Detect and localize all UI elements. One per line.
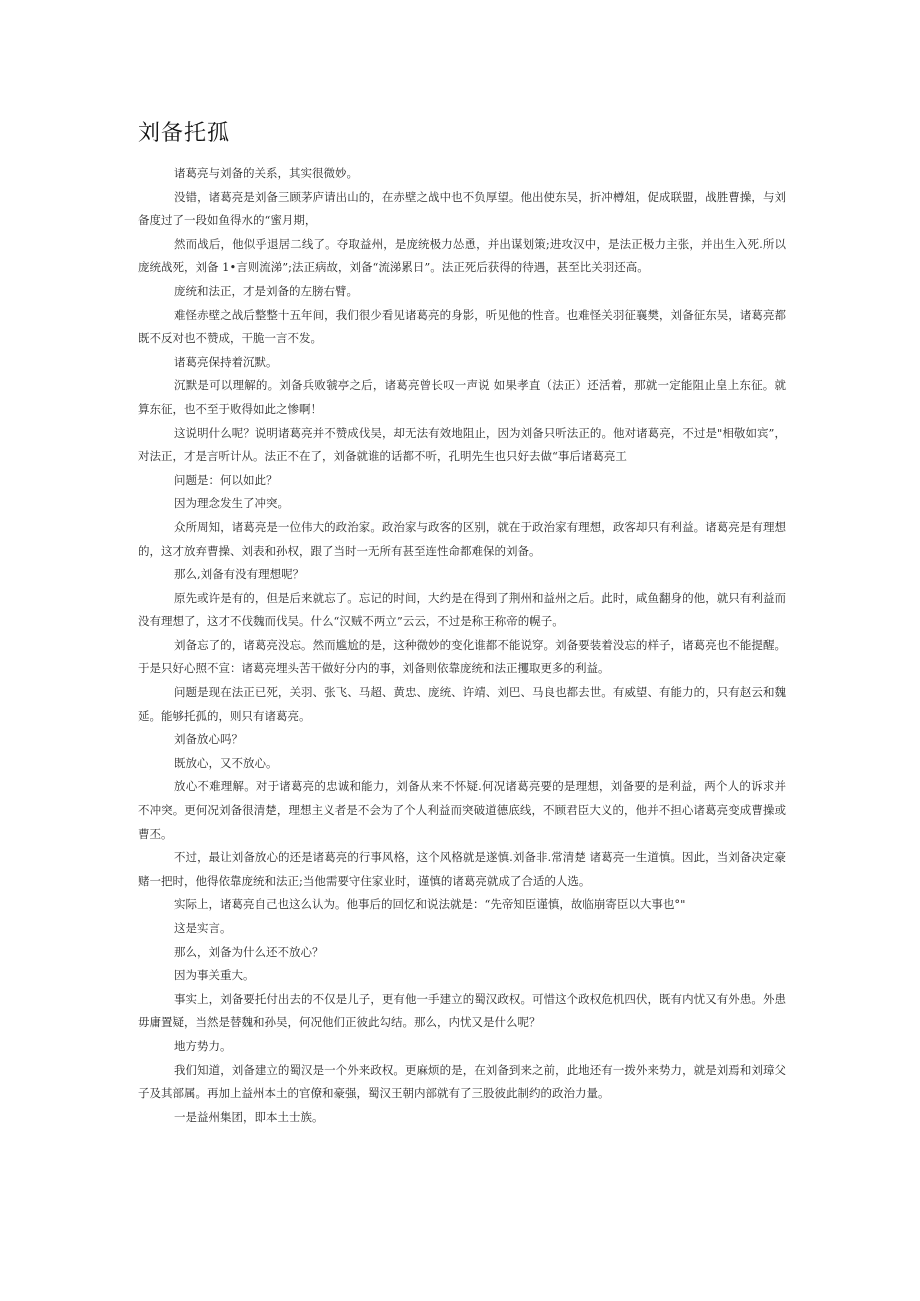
- paragraph: 问题是：何以如此？: [174, 472, 278, 487]
- paragraph: 沉默是可以理解的。刘备兵败虢亭之后，诸葛亮曾长叹一声说 如果孝直（法正）还活着，那就一定能阻止皇上东征。就算东征，也不至于败得如此之惨啊！: [138, 378, 786, 416]
- paragraph: 那么，刘备为什么还不放心？: [174, 944, 324, 959]
- paragraph: 这是实言。: [174, 921, 232, 935]
- paragraph: 我们知道，刘备建立的蜀汉是一个外来政权。更麻烦的是，在刘备到来之前，此地还有一拨外来势力，就是刘焉和刘璋父子及其部属。再加上益州本土的官僚和豪强，蜀汉王朝内部就有了三股彼此制约的政治力量。: [138, 1062, 786, 1101]
- paragraph: 因为事关重大。: [174, 968, 255, 983]
- paragraph: 因为理念发生了冲突。: [174, 496, 289, 511]
- paragraph: 那么,刘备有没有理想呢？: [174, 567, 305, 582]
- paragraph: 原先或许是有的，但是后来就忘了。忘记的时间，大约是在得到了荆州和益州之后。此时，咸鱼翻身的他，就只有利益而没有理想了，这才不伐魏而伐吴。什么“汉贼不两立”云云，不过是称王称帝的幌子。: [138, 590, 786, 629]
- paragraph: 不过，最让刘备放心的还是诸葛亮的行事风格，这个风格就是遂慎.刘备非.常清楚 诸葛亮一生道慎。因此，当刘备决定豪赌一把时，他得依靠庞统和法正;当他需要守住家业时，谨慎的诸葛亮就成了合适的人选。: [138, 850, 786, 888]
- paragraph: 刘备放心吗？: [174, 732, 243, 747]
- paragraph: 放心不难理解。对于诸葛亮的忠诚和能力，刘备从来不怀疑.何况诸葛亮要的是理想，刘备要的是利益，两个人的诉求并不冲突。更何况刘备很清楚，理想主义者是不会为了个人利益而突破道德底线，不顾君臣大义的，他并不担心诸葛亮变成曹操或曹丕。: [138, 779, 786, 841]
- paragraph: 诸葛亮与刘备的关系，其实很微妙。: [174, 166, 358, 180]
- paragraph: 一是益州集团，即本土士族。: [174, 1109, 324, 1124]
- paragraph: 没错，诸葛亮是刘备三顾茅庐请出山的，在赤壁之战中也不负厚望。他出使东吴，折冲樽俎，促成联盟，战胜曹操，与刘备度过了一段如鱼得水的“蜜月期，: [138, 189, 786, 228]
- paragraph: 诸葛亮保持着沉默。: [174, 354, 278, 369]
- document-page: [138, 120, 786, 1129]
- paragraph: 实际上，诸葛亮自己也这么认为。他事后的回忆和说法就是：“先帝知臣谨慎，故临崩寄臣以大事也°": [174, 897, 686, 912]
- document-title: 刘备托孤: [138, 121, 231, 146]
- paragraph: 地方势力。: [174, 1038, 232, 1053]
- paragraph: 然而战后，他似乎退居二线了。夺取益州，是庞统极力怂恿，并出谋划策;进攻汉中，是法正极力主张，并出生入死.所以庞统战死，刘备 1•言则流涕”;法正病故，刘备“流涕累日”。法正死后获得的待遇，甚至比关羽还高。: [138, 236, 786, 275]
- paragraph: 众所周知，诸葛亮是一位伟大的政治家。政治家与政客的区别，就在于政治家有理想，政客却只有利益。诸葛亮是有理想的，这才放弃曹操、刘表和孙权，跟了当时一无所有甚至连性命都难保的刘备。: [138, 519, 786, 558]
- paragraph: 这说明什么呢？说明诸葛亮并不赞成伐吴，却无法有效地阻止，因为刘备只听法正的。他对诸葛亮，不过是"相敬如宾”，对法正，才是言听计从。法正不在了，刘备就谁的话都不听，孔明先生也只好去做“事后诸葛亮工: [138, 425, 786, 464]
- paragraph: 刘备忘了的，诸葛亮没忘。然而尴尬的是，这种微妙的变化谁都不能说穿。刘备要装着没忘的样子，诸葛亮也不能提醒。于是只好心照不宣：诸葛亮埋头苦干做好分内的事，刘备则依靠庞统和法正攫取更多的利益。: [138, 637, 786, 676]
- paragraph: 事实上，刘备要托付出去的不仅是儿子，更有他一手建立的蜀汉政权。可惜这个政权危机四伏，既有内忧又有外患。外患毋庸置疑，当然是替魏和孙吴，何况他们正彼此勾结。那么，内忧又是什么呢？: [138, 991, 786, 1030]
- document-body: [138, 162, 786, 1129]
- paragraph: 问题是现在法正已死，关羽、张飞、马超、黄忠、庞统、许靖、刘巴、马良也都去世。有威望、有能力的，只有赵云和魏延。能够托孤的，则只有诸葛亮。: [138, 685, 786, 723]
- paragraph: 庞统和法正，才是刘备的左膀右臂。: [174, 283, 358, 298]
- paragraph: 难怪赤壁之战后整整十五年间，我们很少看见诸葛亮的身影，听见他的性音。也难怪关羽征襄樊，刘备征东吴，诸葛亮都既不反对也不赞成，干脆一言不发。: [138, 307, 786, 346]
- paragraph: 既放心，又不放心。: [174, 755, 278, 770]
